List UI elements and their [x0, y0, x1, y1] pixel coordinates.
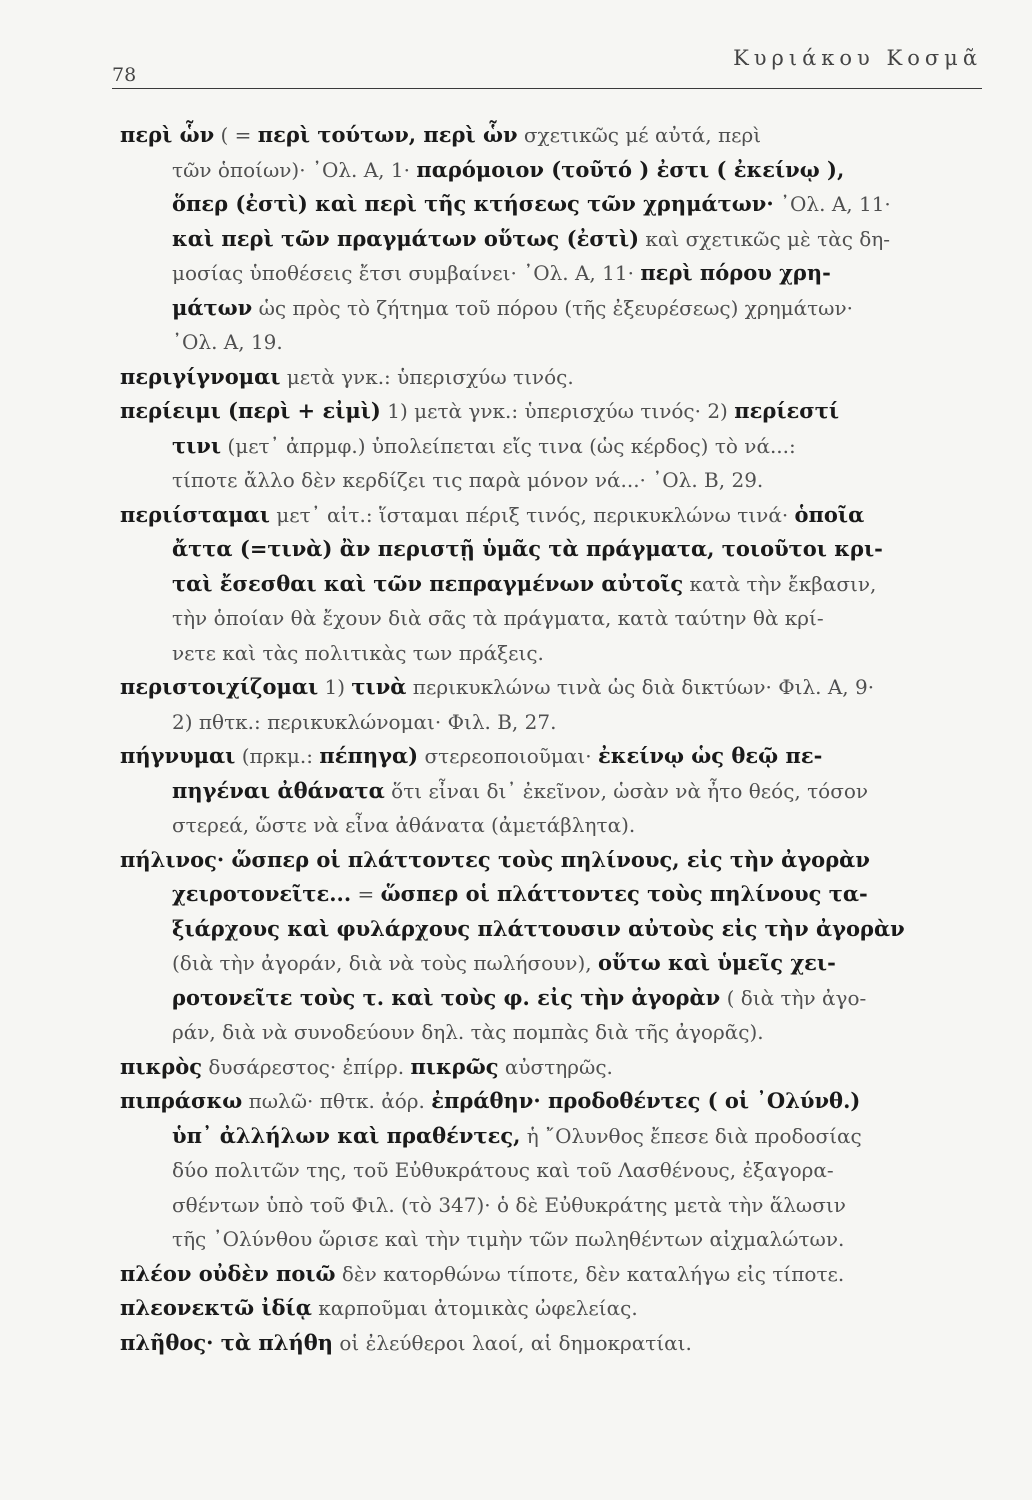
greek-term: περίεστί: [734, 398, 840, 423]
translation-text: τὴν ὁποίαν θὰ ἔχουν διὰ σᾶς τὰ πράγματα, κατὰ ταύτην θὰ κρί-: [172, 606, 824, 630]
glossary-entry: [120, 843, 990, 1050]
greek-term: ταὶ ἔσεσθαι καὶ τῶν πεπραγμένων αὐτοῖς: [172, 570, 684, 596]
translation-text: μετ᾽ αἰτ.: ἵσταμαι πέριξ τινός, περικυκλώνω τινά·: [269, 502, 795, 527]
greek-term: μάτων: [172, 294, 253, 320]
entry-line: [120, 739, 990, 774]
greek-term: πικρὸς: [120, 1053, 203, 1079]
greek-term: πηγέναι ἀθάνατα: [172, 777, 385, 803]
entry-line: [120, 118, 990, 153]
translation-text: ἡ ῎Ολυνθος ἔπεσε διὰ προδοσίας: [520, 1123, 862, 1148]
glossary-entry: [120, 1257, 990, 1292]
greek-term: παρόμοιον (τοῦτό ) ἐστι ( ἐκείνῳ ),: [416, 156, 845, 182]
translation-text: δὲν κατορθώνω τίποτε, δὲν καταλήγω εἰς τίποτε.: [335, 1261, 845, 1286]
greek-term: περίειμι (περὶ + εἰμὶ): [120, 398, 381, 423]
entry-line: [120, 325, 990, 360]
entry-line: [120, 1050, 990, 1085]
entry-line: [120, 1222, 990, 1257]
glossary-entry: [120, 498, 990, 671]
entry-line: [120, 1257, 990, 1292]
translation-text: ᾽Ολ. Α, 19.: [172, 330, 283, 354]
greek-term: περὶ τούτων, περὶ ὧν: [257, 122, 518, 147]
entry-line: [120, 498, 990, 533]
translation-text: τῆς ᾽Ολύνθου ὥρισε καὶ τὴν τιμὴν τῶν πωληθέντων αἰχμαλώτων.: [172, 1227, 845, 1251]
translation-text: στερεοποιοῦμαι·: [418, 744, 598, 768]
greek-term: ὅπερ (ἐστὶ) καὶ περὶ τῆς κτήσεως τῶν χρημάτων·: [172, 191, 774, 216]
greek-term: ἐπράθην· προδοθέντες ( οἱ ᾽Ολύνθ.): [431, 1088, 861, 1113]
entry-line: [120, 291, 990, 326]
greek-term: τινὰ: [351, 674, 407, 699]
translation-text: (μετ᾽ ἀπρμφ.) ὑπολείπεται εἴς τινα (ὡς κέρδος) τὸ νά...:: [221, 433, 796, 458]
greek-term: καὶ περὶ τῶν πραγμάτων οὕτως (ἐστὶ): [172, 225, 640, 251]
translation-text: 1): [318, 675, 352, 699]
translation-text: ( =: [214, 123, 258, 147]
translation-text: τῶν ὁποίων)· ᾽Ολ. Α, 1·: [172, 157, 417, 182]
translation-text: πωλῶ· πθτκ. ἀόρ.: [242, 1089, 432, 1113]
glossary-entry: [120, 670, 990, 739]
greek-term: πλῆθος· τὰ πλήθη: [120, 1329, 334, 1355]
greek-term: περὶ ὧν: [120, 122, 215, 147]
entry-line: [120, 153, 990, 188]
entry-line: [120, 843, 990, 878]
translation-text: =: [351, 882, 381, 906]
translation-text: ράν, διὰ νὰ συνοδεύουν δηλ. τὰς πομπὰς διὰ τῆς ἀγορᾶς).: [172, 1020, 764, 1044]
greek-term: πλεονεκτῶ ἰδίᾳ: [120, 1295, 312, 1320]
glossary-entry: [120, 394, 990, 498]
translation-text: (διὰ τὴν ἀγοράν, διὰ νὰ τοὺς πωλήσουν),: [172, 951, 598, 975]
entry-line: [120, 532, 990, 567]
glossary-entry: [120, 739, 990, 843]
page-number: 78: [112, 64, 137, 86]
translation-text: οἱ ἐλεύθεροι λαοί, αἱ δημοκρατίαι.: [333, 1330, 692, 1355]
page-header: [112, 44, 982, 89]
entry-line: [120, 1326, 990, 1361]
greek-term: οὕτω καὶ ὑμεῖς χει-: [597, 950, 836, 975]
entry-line: [120, 1188, 990, 1223]
greek-term: περιγίγνομαι: [120, 363, 281, 389]
glossary-text: [120, 118, 990, 1360]
glossary-entry: [120, 118, 990, 360]
translation-text: ( διὰ τὴν ἀγο-: [720, 985, 867, 1010]
greek-term: ροτονεῖτε τοὺς τ. καὶ τοὺς φ. εἰς τὴν ἀγορὰν: [172, 984, 721, 1010]
greek-term: περὶ πόρου χρη-: [640, 260, 831, 285]
translation-text: τίποτε ἄλλο δὲν κερδίζει τις παρὰ μόνον νά...· ᾽Ολ. Β, 29.: [172, 468, 764, 492]
entry-line: [120, 1153, 990, 1188]
translation-text: σθέντων ὑπὸ τοῦ Φιλ. (τὸ 347)· ὁ δὲ Εὐθυκράτης μετὰ τὴν ἅλωσιν: [172, 1192, 846, 1217]
entry-line: [120, 670, 990, 705]
translation-text: καὶ σχετικῶς μὲ τὰς δη-: [639, 226, 891, 251]
translation-text: ὅτι εἶναι δι᾽ ἐκεῖνον, ὡσὰν νὰ ἦτο θεός, τόσον: [384, 778, 869, 803]
translation-text: 1) μετὰ γνκ.: ὑπερισχύω τινός· 2): [380, 399, 735, 423]
translation-text: κατὰ τὴν ἔκβασιν,: [683, 571, 877, 596]
entry-line: [120, 1015, 990, 1050]
greek-term: πέπηγα): [319, 743, 419, 768]
translation-text: 2) πθτκ.: περικυκλώνομαι· Φιλ. Β, 27.: [172, 709, 557, 734]
glossary-entry: [120, 1084, 990, 1257]
entry-line: [120, 946, 990, 981]
entry-line: [120, 1084, 990, 1119]
greek-term: ξιάρχους καὶ φυλάρχους πλάττουσιν αὐτοὺς εἰς τὴν ἀγορὰν: [172, 915, 905, 941]
greek-term: χειροτονεῖτε...: [172, 881, 352, 906]
entry-line: [120, 222, 990, 257]
greek-term: πιπράσκω: [120, 1088, 243, 1113]
translation-text: περικυκλώνω τινὰ ὡς διὰ δικτύων· Φιλ. Α, 9·: [406, 675, 875, 699]
translation-text: στερεά, ὥστε νὰ εἶνα ἀθάνατα (ἀμετάβλητα).: [172, 813, 636, 837]
glossary-entry: [120, 1050, 990, 1085]
greek-term: ἄττα (=τινὰ) ἂν περιστῇ ὑμᾶς τὰ πράγματα, τοιοῦτοι κρι-: [172, 536, 883, 561]
greek-term: ὑπ᾽ ἀλλήλων καὶ πραθέντες,: [172, 1122, 521, 1148]
entry-line: [120, 360, 990, 395]
greek-term: ἐκείνῳ ὡς θεῷ πε-: [598, 743, 823, 768]
entry-line: [120, 1119, 990, 1154]
entry-line: [120, 394, 990, 429]
entry-line: [120, 877, 990, 912]
greek-term: τινι: [172, 432, 222, 458]
entry-line: [120, 912, 990, 947]
translation-text: νετε καὶ τὰς πολιτικὰς των πράξεις.: [172, 640, 544, 665]
entry-line: [120, 463, 990, 498]
greek-term: περιστοιχίζομαι: [120, 674, 319, 699]
translation-text: μετὰ γνκ.: ὑπερισχύω τινός.: [280, 364, 574, 389]
entry-line: [120, 808, 990, 843]
glossary-entry: [120, 360, 990, 395]
translation-text: (πρκμ.:: [235, 744, 320, 768]
entry-line: [120, 1291, 990, 1326]
entry-line: [120, 705, 990, 740]
translation-text: δύο πολιτῶν της, τοῦ Εὐθυκράτους καὶ τοῦ Λασθένους, ἐξαγορα-: [172, 1158, 834, 1182]
greek-term: ὁποῖα: [794, 501, 865, 527]
translation-text: ᾽Ολ. Α, 11·: [773, 192, 891, 216]
entry-line: [120, 567, 990, 602]
entry-line: [120, 187, 990, 222]
greek-term: ὥσπερ οἱ πλάττοντες τοὺς πηλίνους τα-: [380, 881, 868, 906]
running-head: Κυριάκου Κοσμᾶ: [733, 46, 982, 70]
translation-text: μοσίας ὑποθέσεις ἔτσι συμβαίνει· ᾽Ολ. Α, 11·: [172, 261, 641, 285]
entry-line: [120, 636, 990, 671]
translation-text: καρποῦμαι ἀτομικὰς ὠφελείας.: [311, 1296, 638, 1320]
translation-text: δυσάρεστος· ἐπίρρ.: [202, 1054, 411, 1079]
entry-line: [120, 981, 990, 1016]
entry-line: [120, 601, 990, 636]
glossary-entry: [120, 1291, 990, 1326]
translation-text: ὡς πρὸς τὸ ζήτημα τοῦ πόρου (τῆς ἐξευρέσεως) χρημάτων·: [252, 295, 854, 320]
entry-line: [120, 429, 990, 464]
translation-text: αὐστηρῶς.: [498, 1054, 613, 1079]
greek-term: πλέον οὐδὲν ποιῶ: [120, 1260, 336, 1286]
glossary-entry: [120, 1326, 990, 1361]
greek-term: πήγνυμαι: [120, 743, 236, 768]
greek-term: πικρῶς: [410, 1053, 499, 1079]
entry-line: [120, 256, 990, 291]
greek-term: πήλινος· ὥσπερ οἱ πλάττοντες τοὺς πηλίνους, εἰς τὴν ἀγορὰν: [120, 846, 870, 872]
greek-term: περιίσταμαι: [120, 501, 270, 527]
entry-line: [120, 774, 990, 809]
translation-text: σχετικῶς μέ αὐτά, περὶ: [517, 123, 762, 147]
